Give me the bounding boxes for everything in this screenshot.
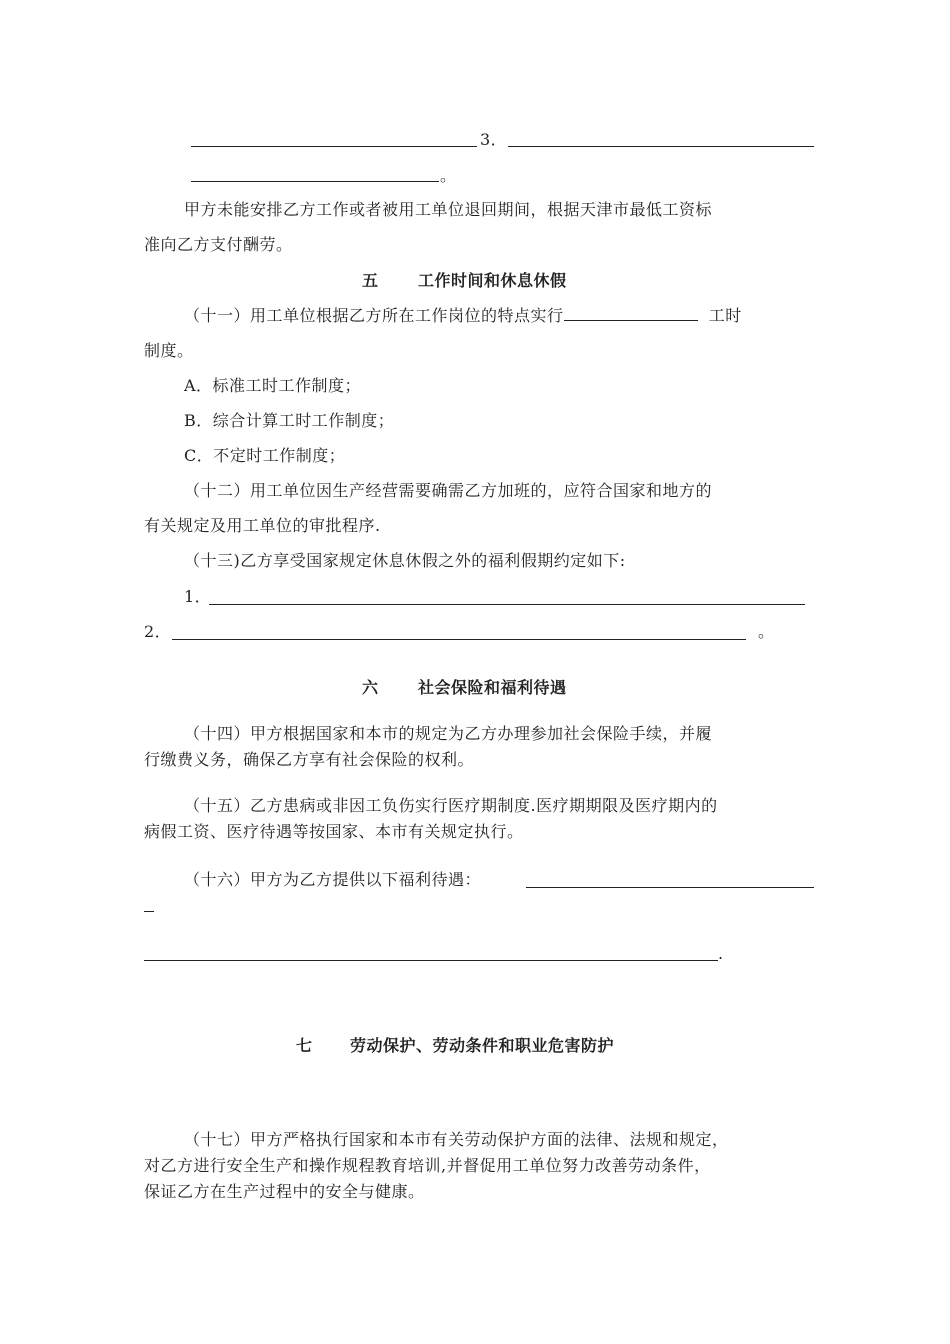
clause12-line2: 有关规定及用工单位的审批程序.	[144, 516, 381, 535]
benefits-blank-1-cont[interactable]	[144, 911, 154, 912]
clause17-line2: 对乙方进行安全生产和操作规程教育培训,并督促用工单位努力改善劳动条件，	[144, 1156, 711, 1175]
clause17-line1: （十七）甲方严格执行国家和本市有关劳动保护方面的法律、法规和规定，	[184, 1130, 729, 1149]
blank-line-item3[interactable]	[508, 146, 814, 147]
clause14-line1: （十四）甲方根据国家和本市的规定为乙方办理参加社会保险手续，并履	[184, 724, 713, 743]
clause17-line3: 保证乙方在生产过程中的安全与健康。	[144, 1182, 425, 1201]
option-a: A．标准工时工作制度；	[184, 376, 362, 395]
clause11-line2: 制度。	[144, 341, 194, 360]
clause11-line1	[184, 304, 742, 327]
clause16-line1: （十六）甲方为乙方提供以下福利待遇：	[184, 870, 482, 889]
blank-line-item2[interactable]	[191, 146, 477, 147]
option-b: B．综合计算工时工作制度；	[184, 411, 395, 430]
work-hours-blank[interactable]	[564, 304, 698, 321]
item-end-mark: 。	[440, 166, 457, 185]
clause13-item1-label: 1．	[184, 587, 212, 606]
clause12-line1: （十二）用工单位因生产经营需要确需乙方加班的，应符合国家和地方的	[184, 481, 713, 500]
option-c: C．不定时工作制度；	[184, 446, 346, 465]
clause11-suffix: 工时	[708, 306, 742, 325]
clause16-end: .	[718, 944, 724, 963]
clause14-line2: 行缴费义务，确保乙方享有社会保险的权利。	[144, 750, 475, 769]
benefits-blank-2[interactable]	[144, 960, 718, 961]
para-unemployed-line1: 甲方未能安排乙方工作或者被用工单位退回期间，根据天津市最低工资标	[184, 200, 713, 219]
clause15-line2: 病假工资、医疗待遇等按国家、本市有关规定执行。	[144, 822, 524, 841]
clause13-item2-blank[interactable]	[172, 639, 746, 640]
section7-title: 劳动保护、劳动条件和职业危害防护	[350, 1036, 615, 1055]
clause13-item2-end: 。	[758, 622, 775, 641]
benefits-blank-1[interactable]	[526, 887, 814, 888]
clause11-text: （十一）用工单位根据乙方所在工作岗位的特点实行	[184, 306, 564, 325]
para-unemployed-line2: 准向乙方支付酬劳。	[144, 235, 293, 254]
clause15-line1: （十五）乙方患病或非因工负伤实行医疗期制度.医疗期期限及医疗期内的	[184, 796, 718, 815]
item-number-3: 3．	[480, 130, 508, 149]
section5-title: 工作时间和休息休假	[418, 271, 567, 290]
section6-title: 社会保险和福利待遇	[418, 678, 567, 697]
section5-number: 五	[362, 271, 379, 290]
blank-line-item3-cont[interactable]	[191, 181, 439, 182]
clause13-item2-label: 2．	[144, 622, 172, 641]
clause13-item1-blank[interactable]	[209, 604, 805, 605]
clause13-line1: （十三)乙方享受国家规定休息休假之外的福利假期约定如下:	[184, 551, 626, 570]
section6-number: 六	[362, 678, 379, 697]
section7-number: 七	[296, 1036, 313, 1055]
